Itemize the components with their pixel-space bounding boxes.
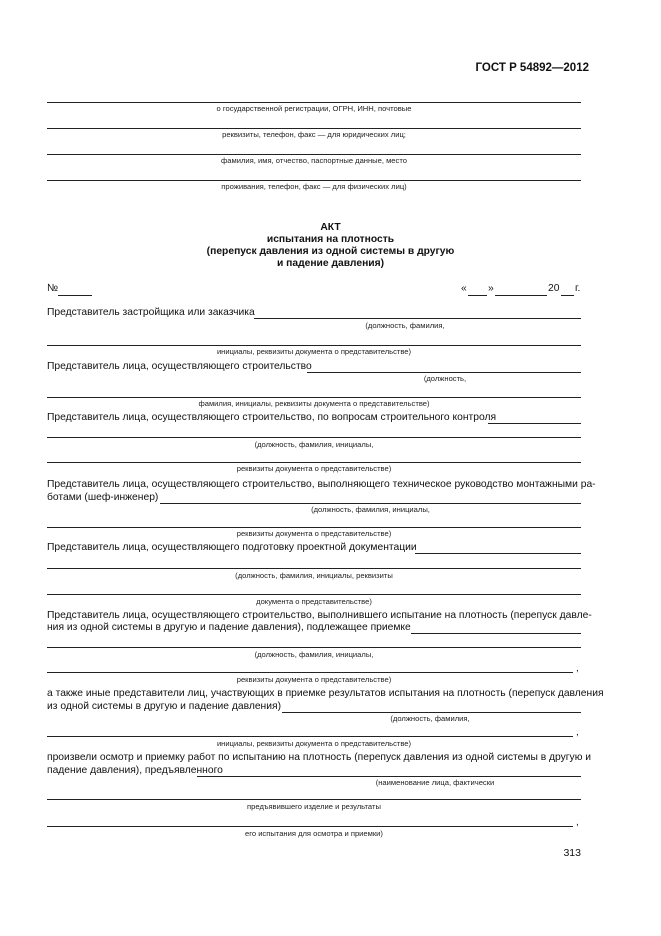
caption: (должность, фамилия, инициалы, реквизиты [235,571,393,580]
rep-tester-label: Представитель лица, осуществляющего строительство, выполнившего испытание на плотность (перепуск давле- [47,610,592,621]
rep-others-label: из одной системы в другую и падение давления) [47,701,281,712]
blank-line[interactable] [47,672,573,673]
blank-line[interactable] [47,568,581,569]
blank-line[interactable] [47,826,573,827]
blank-line[interactable] [47,345,581,346]
caption: о государственной регистрации, ОГРН, ИНН, почтовые [216,104,412,113]
rep-control-label: Представитель лица, осуществляющего строительство, по вопросам строительного контроля [47,412,497,423]
rep-design-field[interactable] [415,553,581,554]
caption: (должность, фамилия, инициалы, [254,440,374,449]
page-number: 313 [563,847,581,859]
caption: документа о представительстве) [256,597,372,606]
rep-tester-field[interactable] [411,633,581,634]
act-subtitle: испытания на плотность [266,234,395,245]
rep-design-label: Представитель лица, осуществляющего подготовку проектной документации [47,542,417,553]
number-field[interactable] [58,295,92,296]
date-year-prefix: 20 [548,283,560,294]
standard-number: ГОСТ Р 54892—2012 [475,62,589,74]
caption: (должность, фамилия, инициалы, [311,505,430,514]
inspection-text: падение давления), предъявленного [47,765,223,776]
inspection-field[interactable] [197,776,581,777]
blank-line[interactable] [47,180,581,181]
rep-chief-engineer-label: Представитель лица, осуществляющего строительство, выполняющего техническое руководство монтажными ра- [47,479,596,490]
inspection-text: произвели осмотр и приемку работ по испытанию на плотность (перепуск давления из одной системы в другую и [47,752,592,763]
caption: реквизиты, телефон, факс — для юридических лиц; [222,130,406,139]
caption: фамилия, инициалы, реквизиты документа о представительстве) [198,399,430,408]
blank-line[interactable] [47,437,581,438]
caption: предъявившего изделие и результаты [247,802,381,811]
caption: (наименование лица, фактически [375,778,495,787]
blank-line[interactable] [47,397,581,398]
act-title: АКТ [320,222,341,233]
date-year-field[interactable] [561,295,574,296]
comma: , [576,817,579,828]
blank-line[interactable] [47,462,581,463]
caption: (должность, фамилия, [390,714,470,723]
rep-control-field[interactable] [488,423,581,424]
caption: (должность, фамилия, [365,321,445,330]
comma: , [576,663,579,674]
act-subtitle: и падение давления) [276,258,385,269]
caption: реквизиты документа о представительстве) [236,464,392,473]
rep-others-field[interactable] [282,712,581,713]
blank-line[interactable] [47,102,581,103]
caption: его испытания для осмотра и приемки) [245,829,383,838]
caption: реквизиты документа о представительстве) [236,675,392,684]
date-day-field[interactable] [468,295,487,296]
date-open-quote: « [461,283,467,294]
rep-builder-label: Представитель лица, осуществляющего строительство [47,361,312,372]
blank-line[interactable] [47,647,581,648]
blank-line[interactable] [47,736,573,737]
rep-chief-engineer-label: ботами (шеф-инженер) [47,492,159,503]
blank-line[interactable] [47,594,581,595]
date-year-suffix: г. [575,283,581,294]
caption: инициалы, реквизиты документа о представительстве) [216,739,412,748]
caption: фамилия, имя, отчество, паспортные данные, место [221,156,407,165]
blank-line[interactable] [47,128,581,129]
number-label: № [47,283,59,294]
comma: , [576,727,579,738]
blank-line[interactable] [47,799,581,800]
caption: реквизиты документа о представительстве) [236,529,392,538]
rep-tester-label: ния из одной системы в другую и падение давления), подлежащее приемке [47,622,411,633]
rep-developer-label: Представитель застройщика или заказчика [47,307,255,318]
caption: (должность, [423,374,467,383]
caption: проживания, телефон, факс — для физических лиц) [221,182,407,191]
rep-builder-field[interactable] [307,372,581,373]
rep-developer-field[interactable] [254,318,581,319]
caption: инициалы, реквизиты документа о представительстве) [216,347,412,356]
caption: (должность, фамилия, инициалы, [254,650,374,659]
blank-line[interactable] [47,154,581,155]
rep-others-label: а также иные представители лиц, участвующих в приемке результатов испытания на плотность (перепуск давления [47,688,604,699]
date-month-field[interactable] [495,295,547,296]
rep-chief-engineer-field[interactable] [160,503,581,504]
blank-line[interactable] [47,527,581,528]
date-close-quote: » [488,283,494,294]
act-subtitle: (перепуск давления из одной системы в другую [206,246,455,257]
